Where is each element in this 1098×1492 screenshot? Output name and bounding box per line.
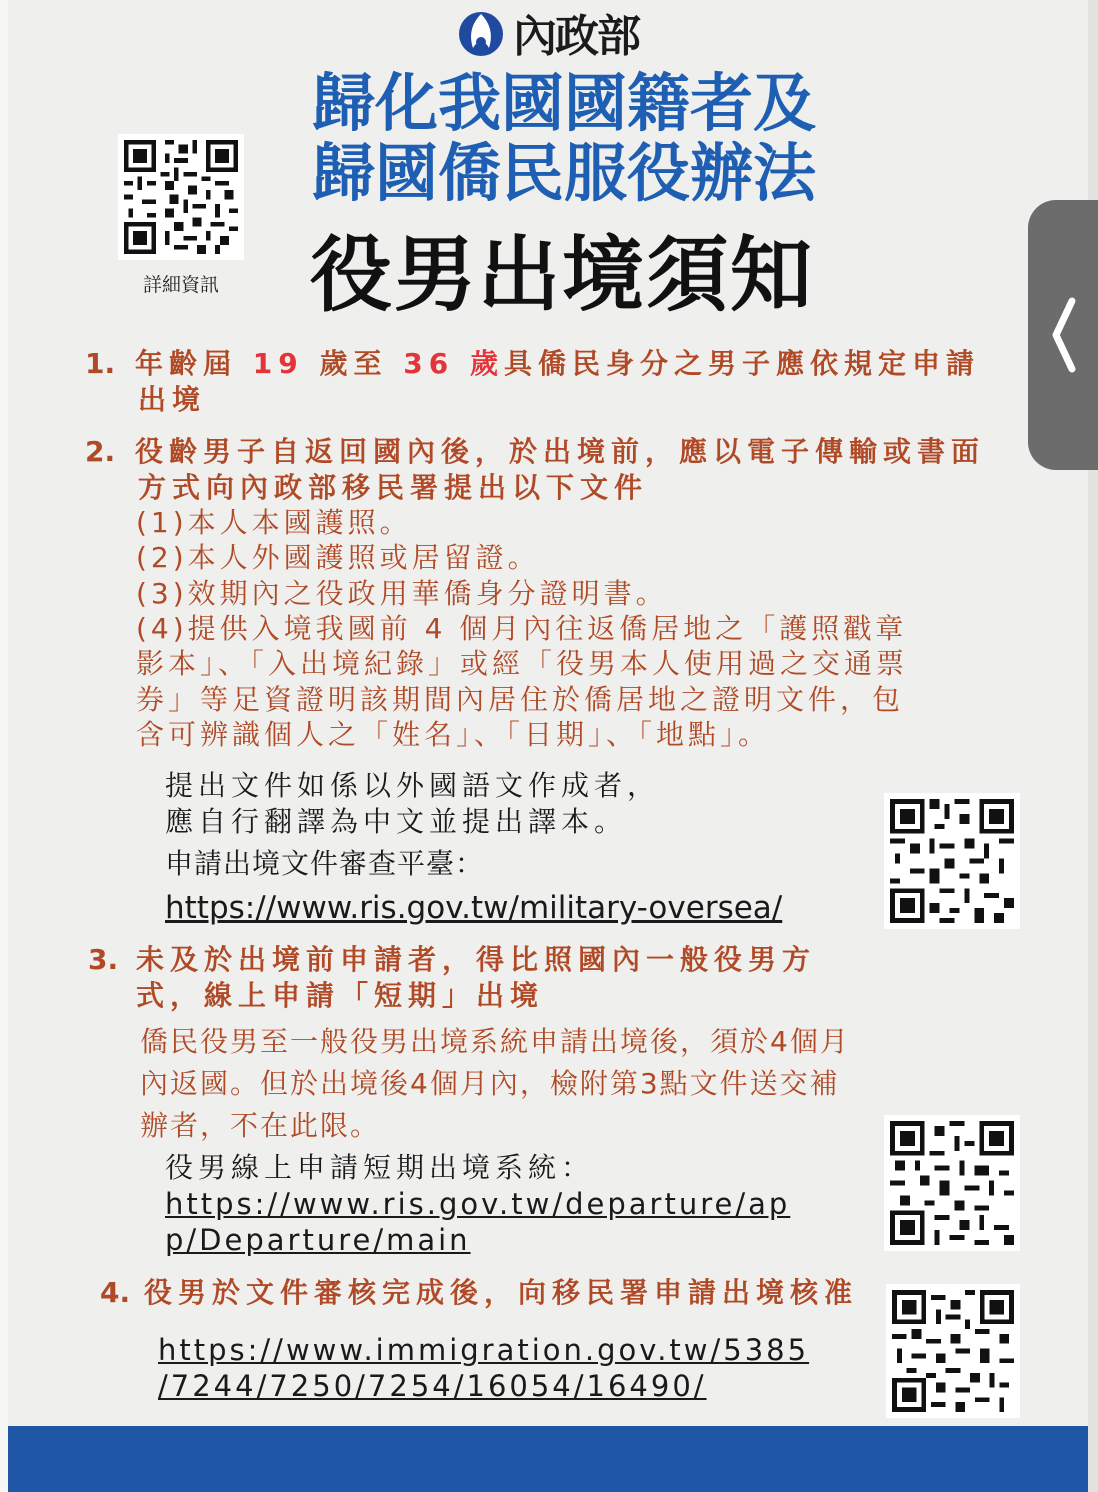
item-2-sub-4-cont-3: 含可辨識個人之「姓名」、「日期」、「地點」。 (136, 718, 771, 751)
qr-code-icon (890, 799, 1014, 923)
item-2-sub-1: (1)本人本國護照。 (136, 506, 412, 539)
qr-caption: 詳細資訊 (142, 274, 219, 296)
immigration-link-2[interactable]: /7244/7250/7254/16054/16490/ (158, 1369, 707, 1403)
translation-note-1: 提出文件如係以外國語文作成者， (165, 769, 661, 802)
title-line-1: 歸化我國國籍者及 (312, 67, 816, 140)
title-line-2: 歸國僑民服役辦法 (312, 137, 816, 210)
qr-code-icon (124, 140, 238, 254)
item-1-heading-cont: 出境 (138, 383, 207, 416)
qr-code-icon (890, 1121, 1014, 1245)
age-36: 36 (403, 347, 455, 380)
item-2-sub-3: (3)效期內之役政用華僑身分證明書。 (136, 577, 668, 610)
item-3-heading: 3. 未及於出境前申請者，得比照國內一般役男方 (88, 943, 817, 976)
translation-note-2: 應自行翻譯為中文並提出譯本。 (165, 805, 628, 838)
item-2-sub-4: (4)提供入境我國前 4 個月內往返僑居地之「護照戳章 (136, 612, 908, 645)
footer-bar (8, 1426, 1088, 1492)
page-subtitle: 役男出境須知 (310, 228, 815, 323)
item-3-body-2: 內返國。但於出境後4個月內，檢附第3點文件送交補 (140, 1067, 840, 1100)
platform-link[interactable]: https://www.ris.gov.tw/military-oversea/ (165, 890, 783, 926)
item-4-heading: 4. 役男於文件審核完成後，向移民署申請出境核准 (100, 1276, 859, 1309)
item-2-number: 2. (85, 435, 116, 468)
item-3-number: 3. (88, 943, 119, 976)
item-1-number: 1. (85, 347, 116, 380)
ministry-emblem-icon (455, 6, 507, 58)
platform-label: 申請出境文件審查平臺： (165, 847, 485, 880)
chevron-left-icon (1048, 295, 1078, 375)
item-4-number: 4. (100, 1276, 131, 1309)
immigration-link-1[interactable]: https://www.immigration.gov.tw/5385 (158, 1333, 810, 1367)
departure-system-qr-code[interactable] (884, 1115, 1020, 1251)
ministry-logo (455, 2, 639, 62)
departure-system-label: 役男線上申請短期出境系統： (165, 1151, 595, 1184)
platform-qr-code[interactable] (884, 793, 1020, 929)
qr-code-icon (892, 1290, 1014, 1412)
departure-system-link-1[interactable]: https://www.ris.gov.tw/departure/ap (165, 1187, 791, 1221)
item-3-body-3: 辦者，不在此限。 (140, 1109, 381, 1142)
logo-text: 內政部 (513, 11, 639, 62)
departure-system-link-2[interactable]: p/Departure/main (165, 1223, 471, 1257)
immigration-qr-code[interactable] (886, 1284, 1020, 1418)
item-2-sub-2: (2)本人外國護照或居留證。 (136, 541, 540, 574)
item-2-sub-4-cont-2: 券」等足資證明該期間內居住於僑居地之證明文件，包 (136, 683, 905, 716)
age-19: 19 (252, 347, 304, 380)
item-2-heading-cont: 方式向內政部移民署提出以下文件 (138, 471, 649, 504)
details-qr-code[interactable] (118, 134, 244, 260)
item-2-heading: 2. 役齡男子自返回國內後，於出境前，應以電子傳輸或書面 (85, 435, 986, 468)
item-1-heading: 1. 年齡屆 19 歲至 36 歲具僑民身分之男子應依規定申請 (85, 347, 980, 380)
item-3-heading-cont: 式，線上申請「短期」出境 (136, 979, 545, 1012)
item-3-body-1: 僑民役男至一般役男出境系統申請出境後，須於4個月 (140, 1025, 850, 1058)
side-panel-tab[interactable] (1028, 200, 1098, 470)
item-2-sub-4-cont-1: 影本」、「入出境紀錄」或經「役男本人使用過之交通票 (136, 647, 909, 680)
